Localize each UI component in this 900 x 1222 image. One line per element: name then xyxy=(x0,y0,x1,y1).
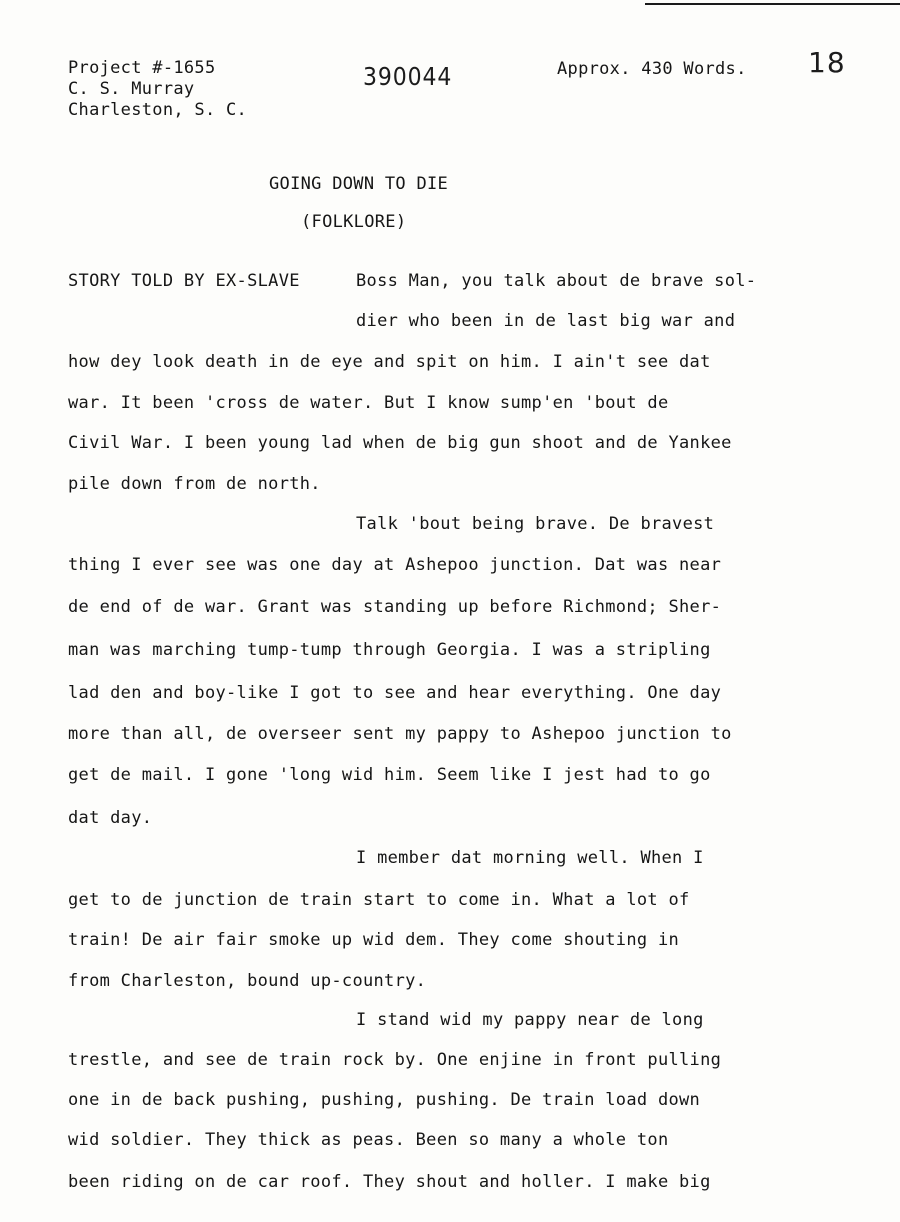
body-line: how dey look death in de eye and spit on him. I ain't see dat xyxy=(68,352,711,372)
document-subtitle: (FOLKLORE) xyxy=(301,212,407,232)
side-label: STORY TOLD BY EX-SLAVE xyxy=(68,271,300,291)
page-number: 18 xyxy=(808,46,846,79)
body-line: dier who been in de last big war and xyxy=(356,311,736,331)
author-location: Charleston, S. C. xyxy=(68,100,248,120)
body-line: pile down from de north. xyxy=(68,474,321,494)
body-line: more than all, de overseer sent my pappy to Ashepoo junction to xyxy=(68,724,732,744)
body-line: thing I ever see was one day at Ashepoo junction. Dat was near xyxy=(68,555,722,575)
body-line: train! De air fair smoke up wid dem. They come shouting in xyxy=(68,930,680,950)
body-line: been riding on de car roof. They shout and holler. I make big xyxy=(68,1172,711,1192)
body-line: one in de back pushing, pushing, pushing. De train load down xyxy=(68,1090,701,1110)
archive-stamp-number: 390044 xyxy=(363,62,453,91)
body-line: from Charleston, bound up-country. xyxy=(68,971,427,991)
body-line: wid soldier. They thick as peas. Been so many a whole ton xyxy=(68,1130,669,1150)
body-line: get to de junction de train start to come in. What a lot of xyxy=(68,890,690,910)
body-line: dat day. xyxy=(68,808,153,828)
body-line: get de mail. I gone 'long wid him. Seem like I jest had to go xyxy=(68,765,711,785)
word-count: Approx. 430 Words. xyxy=(557,59,747,79)
body-line: trestle, and see de train rock by. One enjine in front pulling xyxy=(68,1050,722,1070)
document-title: GOING DOWN TO DIE xyxy=(269,174,449,194)
body-line: lad den and boy-like I got to see and hear everything. One day xyxy=(68,683,722,703)
body-line: I member dat morning well. When I xyxy=(356,848,704,868)
body-line: Boss Man, you talk about de brave sol- xyxy=(356,271,757,291)
body-line: war. It been 'cross de water. But I know sump'en 'bout de xyxy=(68,393,669,413)
body-line: I stand wid my pappy near de long xyxy=(356,1010,704,1030)
body-line: Talk 'bout being brave. De bravest xyxy=(356,514,715,534)
body-line: Civil War. I been young lad when de big gun shoot and de Yankee xyxy=(68,433,732,453)
project-number: Project #-1655 xyxy=(68,58,216,78)
author-name: C. S. Murray xyxy=(68,79,195,99)
body-line: de end of de war. Grant was standing up before Richmond; Sher- xyxy=(68,597,722,617)
top-edge-line xyxy=(645,3,900,5)
body-line: man was marching tump-tump through Georgia. I was a stripling xyxy=(68,640,711,660)
